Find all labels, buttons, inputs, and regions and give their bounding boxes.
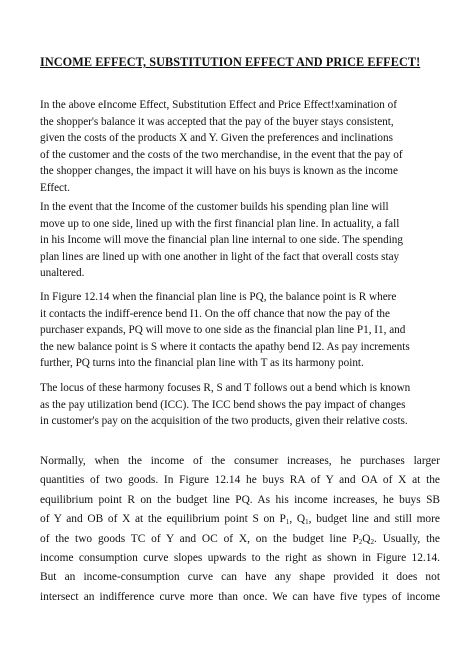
text-line: income consumption curve slopes upwards to the right as shown in Figure 12.14. xyxy=(40,552,440,565)
text-line: Effect. xyxy=(40,181,70,194)
paragraph-budget-line-shift xyxy=(40,199,440,282)
text-line: in customer's pay on the acquisition of the two products, given their relative costs. xyxy=(40,415,408,428)
text-line: of the customer and the costs of the two merchandise, in the event that the pay of xyxy=(40,148,403,161)
text-line: quantities of two goods. In Figure 12.14 he buys RA of Y and OA of X at the xyxy=(40,474,440,487)
text-line: In the above eIncome Effect, Substitution Effect and Price Effect!xamination of xyxy=(40,99,397,111)
text-fragment: of the two goods TC of Y and OC of X, on the budget line P xyxy=(40,532,359,545)
text-line: The locus of these harmony focuses R, S and T follows out a bend which is known xyxy=(40,382,411,394)
text-fragment: Q xyxy=(362,532,371,545)
text-line: purchaser expands, PQ will move to one side as the financial plan line P1, I1, and xyxy=(40,324,406,337)
text-fragment: , Q xyxy=(289,513,306,526)
text-line: plan lines are lined up with one another in light of the fact that overall costs stay xyxy=(40,250,400,263)
text-line: given the costs of the products X and Y. Given the preferences and inclinations xyxy=(40,132,393,145)
text-line: the shopper's balance it was accepted that the pay of the buyer stays consistent, xyxy=(40,115,394,128)
text-line: as the pay utilization bend (ICC). The ICC bend shows the pay impact of changes xyxy=(40,398,406,411)
text-line: intersect an indifference curve more than once. We can have five types of income xyxy=(40,590,440,603)
text-line xyxy=(40,530,440,549)
text-line: it contacts the indiff-erence bend I1. On the off chance that now the pay of the xyxy=(40,307,390,320)
paragraph-figure-explanation xyxy=(40,289,440,372)
subscript: 1 xyxy=(285,518,290,527)
text-fragment: of Y and OB of X at the equilibrium point S on P xyxy=(40,513,286,526)
text-line: the shopper changes, the impact it will have on his buys is known as the income xyxy=(40,165,398,178)
text-line: move up to one side, lined up with the first financial plan line. In actuality, a fall xyxy=(40,217,400,230)
paragraph-income-effect xyxy=(40,97,440,197)
text-line: the new balance point is S where it contacts the apathy bend I2. As pay increments xyxy=(40,340,410,353)
paragraph-icc xyxy=(40,380,440,430)
subscript: 1 xyxy=(305,518,309,527)
text-line: equilibrium point R on the budget line PQ. As his income increases, he buys SB xyxy=(40,493,440,506)
text-line: unaltered. xyxy=(40,267,85,280)
text-line: But an income-consumption curve can have any shape provided it does not xyxy=(40,571,440,584)
text-line: Normally, when the income of the consumer increases, he purchases larger xyxy=(40,455,440,467)
text-line: In the event that the Income of the customer builds his spending plan line will xyxy=(40,201,389,213)
subscript: 2 xyxy=(358,537,363,546)
text-line xyxy=(40,510,440,529)
text-line: further, PQ turns into the financial plan line with T as its harmony point. xyxy=(40,357,364,370)
paragraph-normal-goods xyxy=(40,452,440,607)
text-line: in his Income will move the financial plan line internal to one side. The spending xyxy=(40,234,403,247)
page-title: INCOME EFFECT, SUBSTITUTION EFFECT AND PRICE EFFECT! xyxy=(40,55,421,69)
text-line: In Figure 12.14 when the financial plan line is PQ, the balance point is R where xyxy=(40,291,397,303)
text-fragment: , budget line and still more xyxy=(308,513,440,526)
text-fragment: . Usually, the xyxy=(374,532,440,545)
subscript: 2 xyxy=(370,537,375,546)
